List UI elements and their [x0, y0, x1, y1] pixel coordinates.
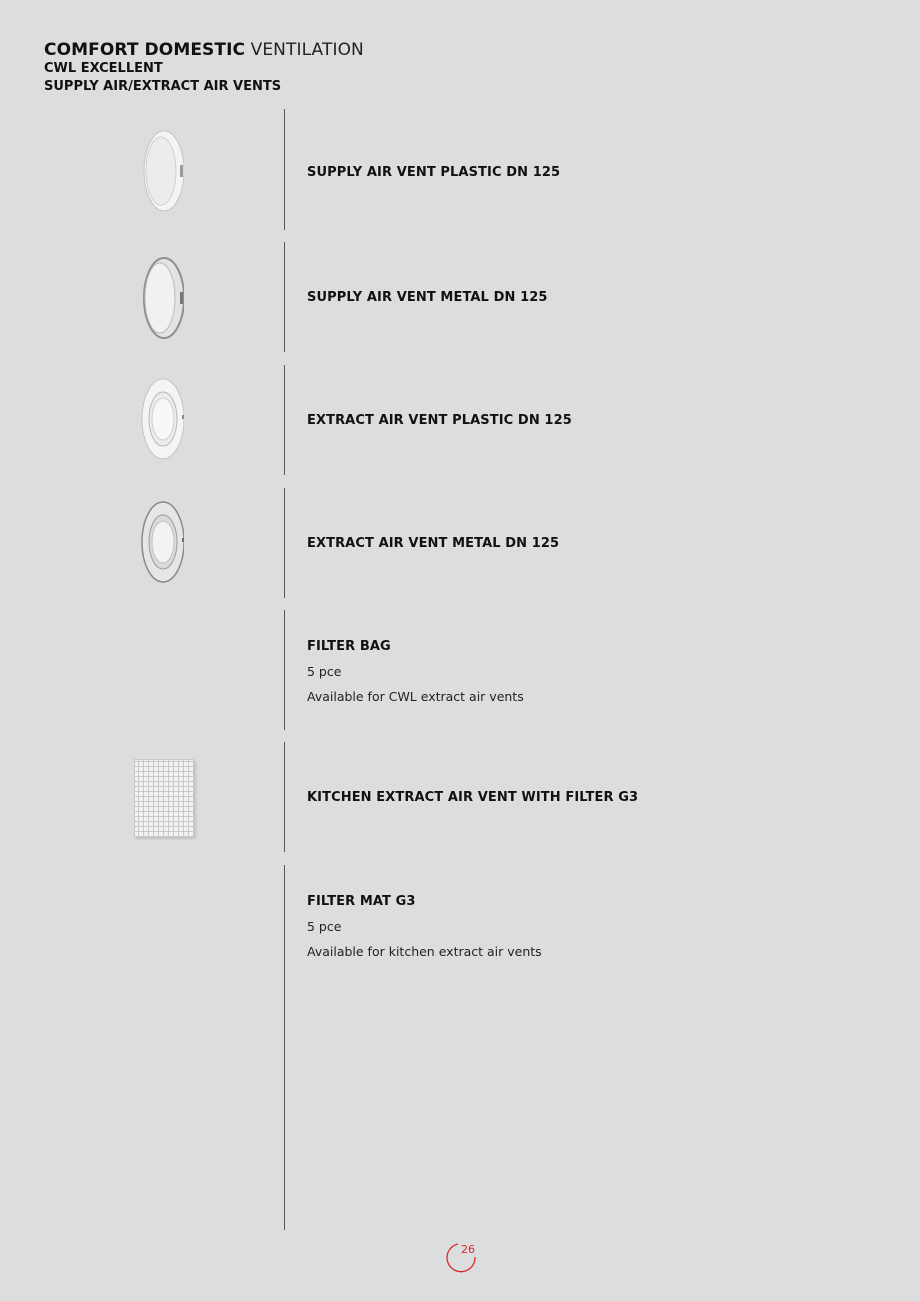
kitchen-vent-grille-image	[134, 759, 194, 837]
product-info	[307, 536, 559, 551]
extract-vent-metal-image	[140, 500, 184, 584]
product-note: Available for kitchen extract air vents	[307, 944, 542, 959]
divider	[284, 365, 285, 475]
product-info	[307, 413, 572, 428]
product-quantity: 5 pce	[307, 664, 342, 679]
product-name: KITCHEN EXTRACT AIR VENT WITH FILTER G3	[307, 790, 639, 805]
product-name: EXTRACT AIR VENT METAL DN 125	[307, 536, 560, 551]
title-bold: COMFORT DOMESTIC	[44, 40, 246, 60]
product-row	[0, 488, 920, 598]
product-note: Available for CWL extract air vents	[307, 689, 524, 704]
product-info	[307, 639, 524, 704]
page-title	[44, 40, 364, 60]
divider	[284, 742, 285, 852]
product-name: SUPPLY AIR VENT METAL DN 125	[307, 290, 548, 305]
supply-vent-plastic-image	[140, 129, 184, 213]
product-name: SUPPLY AIR VENT PLASTIC DN 125	[307, 165, 561, 180]
product-info	[307, 894, 542, 959]
product-row	[0, 365, 920, 475]
product-info	[307, 790, 638, 805]
divider	[284, 610, 285, 730]
product-row	[0, 742, 920, 852]
product-row	[0, 610, 920, 730]
product-name: EXTRACT AIR VENT PLASTIC DN 125	[307, 413, 572, 428]
product-row	[0, 242, 920, 352]
divider	[284, 242, 285, 352]
product-info	[307, 290, 548, 305]
section-title: SUPPLY AIR/EXTRACT AIR VENTS	[44, 79, 282, 94]
product-row	[0, 865, 920, 1230]
title-light: VENTILATION	[250, 40, 364, 60]
divider	[284, 109, 285, 230]
page-header	[44, 40, 364, 96]
extract-vent-plastic-image	[140, 377, 184, 461]
product-line: CWL EXCELLENT	[44, 61, 163, 76]
page-number: 26	[461, 1243, 475, 1256]
supply-vent-metal-image	[140, 256, 184, 340]
product-row	[0, 109, 920, 230]
divider	[284, 488, 285, 598]
divider	[284, 865, 285, 1230]
product-name: FILTER BAG	[307, 639, 391, 654]
product-quantity: 5 pce	[307, 919, 342, 934]
product-name: FILTER MAT G3	[307, 894, 416, 909]
product-info	[307, 165, 560, 180]
